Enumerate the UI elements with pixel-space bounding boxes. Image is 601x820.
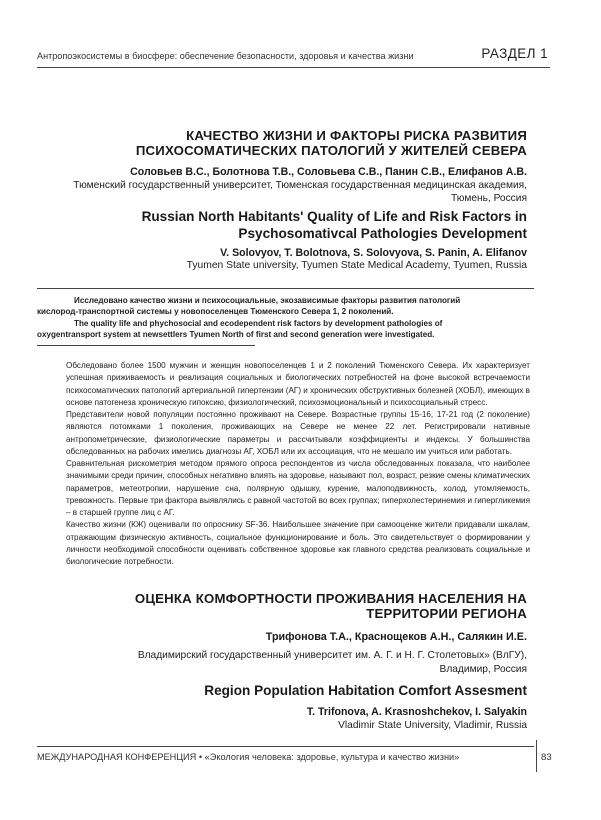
article2-authors-ru: Трифонова Т.А., Краснощеков А.Н., Салякин И.Е. xyxy=(265,631,527,643)
abstract-en: The quality life and phychosocial and ecodependent risk factors by development pathologies of oxygentransport system at newsettlers Tyumen North of first and second generation were investigated. xyxy=(37,318,443,339)
body-paragraph: Сравнительная рискометрия методом прямого опроса респондентов из числа обследованных показала, что наиболее значимыми среди причин, способных негативно влиять на здоровье, называют пол, возраст, резкие смены климатических параметров, метеотропии, нарушение сна, полярную одышку, курение, малоподвижность, холод, утомляемость, тревожность. Первые три фактора выявлялись с равной частотой во всех группах; гиперхолестеринемия и гипергликемия – в старшей группе лиц с АГ. xyxy=(66,459,530,517)
article1-authors-en: V. Solovyov, T. Bolotnova, S. Solovyova, S. Panin, A. Elifanov xyxy=(220,247,527,259)
abstract-bottom-divider xyxy=(37,345,255,346)
abstract-top-divider xyxy=(37,288,534,289)
article1-authors-ru: Соловьев В.С., Болотнова Т.В., Соловьева С.В., Панин С.В., Елифанов А.В. xyxy=(130,166,527,178)
page-number: 83 xyxy=(541,752,552,763)
article1-body xyxy=(66,360,530,568)
article2-affiliation-ru: Владимирский государственный университет им. А. Г. и Н. Г. Столетовых» (ВлГУ), Владимир, Россия xyxy=(137,650,527,675)
footer-separator xyxy=(536,740,537,772)
body-paragraph: Качество жизни (КЖ) оценивали по опроснику SF-36. Наибольшее значение при самооценке жители придавали шкалам, отражающим физическую активность, социальное функционирование и боль. Это свидетельствует о формировании у личности необходимой способности оценивать собственное здоровье как главного средства реализовать социальные и биологические потребности. xyxy=(66,520,530,566)
article2-affiliation-en: Vladimir State University, Vladimir, Russia xyxy=(338,720,527,731)
article1-title-ru: КАЧЕСТВО ЖИЗНИ И ФАКТОРЫ РИСКА РАЗВИТИЯ ПСИХОСОМАТИЧЕСКИХ ПАТОЛОГИЙ У ЖИТЕЛЕЙ СЕВЕРА xyxy=(135,128,527,158)
body-paragraph: Обследовано более 1500 мужчин и женщин новопоселенцев 1 и 2 поколений Тюменского Севера. Их характеризует успешная приживаемость и реализация социальных и биологических потребностей на фоне высокой встречаемости психосоматических патологий артериальной гипертензии (АГ) и хронических обструктивных болезней (ХОБЛ), имеющих в основе патогенеза хроническую гипоксию, физиологический, психоэмоциональный и психосоциальный стресс. xyxy=(66,361,530,407)
article2-authors-en: T. Trifonova, A. Krasnoshchekov, I. Salyakin xyxy=(306,706,527,718)
abstract xyxy=(37,295,502,340)
footer-conference: МЕЖДУНАРОДНАЯ КОНФЕРЕНЦИЯ • «Экология человека: здоровье, культура и качество жизни» xyxy=(37,752,460,762)
article1-title-en: Russian North Habitants' Quality of Life and Risk Factors in Psychosomativcal Pathologies Development xyxy=(141,209,527,241)
running-header xyxy=(37,44,550,64)
footer-divider xyxy=(37,746,534,747)
article1-affiliation-ru: Тюменский государственный университет, Тюменская государственная медицинская академия, Тюмень, Россия xyxy=(73,180,527,204)
section-label: РАЗДЕЛ 1 xyxy=(481,46,548,61)
body-paragraph: Представители новой популяции постоянно проживают на Севере. Возрастные группы 15-16, 17-21 год (2 поколение) являются потомками 1 поколения, проживающих на Севере не менее 22 лет. Регистрировали нативные антропометрические, физиологические параметры и рассчитывали коэффициенты и индексы. У большинства обследованных на рабочих имелись диагнозы АГ, ХОБЛ или их ассоциация, что не мешало им учиться или работать. xyxy=(66,410,530,456)
article2-title-en: Region Population Habitation Comfort Assesment xyxy=(204,683,527,698)
header-divider xyxy=(37,67,550,68)
article2-title-ru: ОЦЕНКА КОМФОРТНОСТИ ПРОЖИВАНИЯ НАСЕЛЕНИЯ НА ТЕРРИТОРИИ РЕГИОНА xyxy=(134,591,527,621)
abstract-ru: Исследовано качество жизни и психосоциальные, экозависимые факторы развития патологий кислород-транспортной системы у новопоселенцев Тюменского Севера 1, 2 поколений. xyxy=(37,296,461,317)
running-title: Антропоэкосистемы в биосфере: обеспечение безопасности, здоровья и качества жизни xyxy=(37,51,414,61)
article1-affiliation-en: Tyumen State university, Tyumen State Medical Academy, Tyumen, Russia xyxy=(186,260,527,271)
